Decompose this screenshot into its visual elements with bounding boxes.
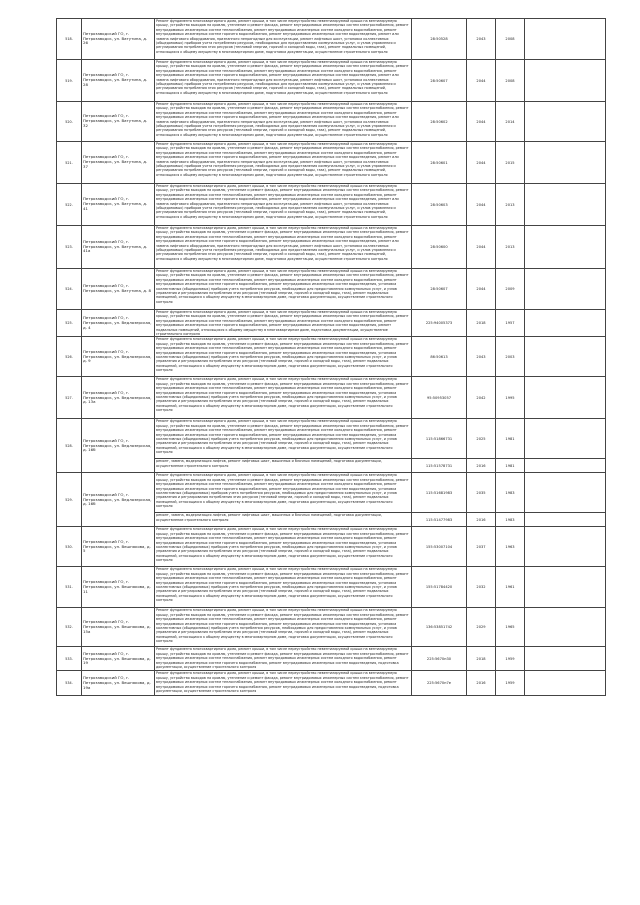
row-number: 528. (57, 419, 82, 473)
planned-year-cell: 2044 (467, 102, 496, 142)
cost-cell: 28:50603 (412, 184, 467, 226)
build-year-cell: 2015 (496, 142, 525, 184)
work-description-cell: Ремонт фундамента многоквартирного дома, ремонт крыши, в том числе переустройство невентилируемой крыши на вентилируемую крышу, устройство выходов на кровлю, утепление и ремонт фасада, ремонт внутридомовых инженерных систем электроснабжения, ремонт внутридомовых инженерных систем теплоснабжения, ремонт внутридомовых инженерных систем холодного водоснабжения, ремонт внутридомовых инженерных систем горячего водоснабжения, ремонт внутридомовых инженерных систем водоотведения, ремонт или замена лифтового оборудования, признанного непригодным для эксплуатации, ремонт лифтовых шахт, установка коллективных (общедомовых) приборов учета потребления ресурсов, необходимых для предоставления коммунальных услуг, и узлов управления и регулирования потребления этих ресурсов (тепловой энергии, горячей и холодной воды, газа), ремонт подвальных помещений, относящихся к общему имуществу в многоквартирном доме, подготовка документации, осуществление строительного контроля (155, 142, 412, 184)
empty-cell (525, 337, 606, 377)
planned-year-cell: 2044 (467, 269, 496, 310)
address-cell: Петрозаводский ГО, г. Петрозаводск, ул. Ватутина, д. 8 (82, 269, 155, 310)
table-row (57, 102, 606, 142)
address-cell: Петрозаводский ГО, г. Петрозаводск, ул. Ватутина, д. 37 (82, 142, 155, 184)
row-number: 532. (57, 608, 82, 647)
row-number: 519. (57, 60, 82, 102)
table-row (57, 226, 606, 269)
cost-cell: 225:5670п30 (412, 647, 467, 671)
table-row (57, 377, 606, 419)
planned-year-cell: 2044 (467, 226, 496, 269)
cost-cell: 115:51681983 (412, 473, 467, 513)
row-number: 522. (57, 184, 82, 226)
cost-cell: 28:50602 (412, 102, 467, 142)
work-description-cell: Ремонт фундамента многоквартирного дома, ремонт крыши, в том числе переустройство невентилируемой крыши на вентилируемую крышу, устройство выходов на кровлю, утепление и ремонт фасада, ремонт внутридомовых инженерных систем электроснабжения, ремонт внутридомовых инженерных систем теплоснабжения, ремонт внутридомовых инженерных систем холодного водоснабжения, ремонт внутридомовых инженерных систем горячего водоснабжения, ремонт внутридомовых инженерных систем водоотведения, установка коллективных (общедомовых) приборов учета потребления ресурсов, необходимых для предоставления коммунальных услуг, и узлов управления и регулирования потребления этих ресурсов (тепловой энергии, горячей и холодной воды, газа), ремонт подвальных помещений, относящихся к общему имуществу в многоквартирном доме, подготовка документации, осуществление строительного контроля (155, 377, 412, 419)
work-description-cell: ремонт, замена, модернизация лифтов, ремонт лифтовых шахт, машинных и блочных помещений, подготовка документации, осуществление строительного контроля (155, 513, 412, 527)
table-row (57, 60, 606, 102)
table-row (57, 310, 606, 337)
empty-cell (525, 671, 606, 696)
row-number: 520. (57, 102, 82, 142)
empty-cell (525, 419, 606, 459)
address-cell: Петрозаводский ГО, г. Петрозаводск, ул. Ведлозерская, д. 16б (82, 419, 155, 473)
work-description-cell: Ремонт фундамента многоквартирного дома, ремонт крыши, в том числе переустройство невентилируемой крыши на вентилируемую крышу, устройство выходов на кровлю, утепление и ремонт фасада, ремонт внутридомовых инженерных систем электроснабжения, ремонт внутридомовых инженерных систем теплоснабжения, ремонт внутридомовых инженерных систем холодного водоснабжения, ремонт внутридомовых инженерных систем горячего водоснабжения, ремонт внутридомовых инженерных систем водоотведения, ремонт или замена лифтового оборудования, признанного непригодным для эксплуатации, ремонт лифтовых шахт, установка коллективных (общедомовых) приборов учета потребления ресурсов, необходимых для предоставления коммунальных услуг, и узлов управления и регулирования потребления этих ресурсов (тепловой энергии, горячей и холодной воды, газа), ремонт подвальных помещений, относящихся к общему имуществу в многоквартирном доме, подготовка документации, осуществление строительного контроля (155, 19, 412, 60)
address-cell: Петрозаводский ГО, г. Петрозаводск, ул. Вешнякова, д. 5 (82, 527, 155, 567)
table-row (57, 567, 606, 608)
build-year-cell: 1981 (496, 419, 525, 459)
build-year-cell: 1983 (496, 473, 525, 513)
planned-year-cell: 2016 (467, 513, 496, 527)
empty-cell (525, 19, 606, 60)
work-description-cell: ремонт, замена, модернизация лифтов, ремонт лифтовых шахт, машинных и блочных помещений, подготовка документации, осуществление строительного контроля (155, 459, 412, 473)
empty-cell (525, 459, 606, 473)
address-cell: Петрозаводский ГО, г. Петрозаводск, ул. Ватутина, д. 26 (82, 19, 155, 60)
build-year-cell: 2013 (496, 184, 525, 226)
build-year-cell: 1995 (496, 377, 525, 419)
table-row (57, 608, 606, 647)
work-description-cell: Ремонт фундамента многоквартирного дома, ремонт крыши, в том числе переустройство невентилируемой крыши на вентилируемую крышу, устройство выходов на кровлю, утепление и ремонт фасада, ремонт внутридомовых инженерных систем электроснабжения, ремонт внутридомовых инженерных систем теплоснабжения, ремонт внутридомовых инженерных систем холодного водоснабжения, ремонт внутридомовых инженерных систем горячего водоснабжения, ремонт внутридомовых инженерных систем водоотведения, подготовка документации, осуществление строительного контроля (155, 647, 412, 671)
row-number: 529. (57, 473, 82, 527)
address-cell: Петрозаводский ГО, г. Петрозаводск, ул. Ватутина, д. 41а (82, 226, 155, 269)
row-number: 527. (57, 377, 82, 419)
build-year-cell: 1983 (496, 513, 525, 527)
planned-year-cell: 2018 (467, 310, 496, 337)
cost-cell: 115:51866731 (412, 419, 467, 459)
cost-cell: 28:50528 (412, 19, 467, 60)
table-row (57, 647, 606, 671)
work-description-cell: Ремонт фундамента многоквартирного дома, ремонт крыши, в том числе переустройство невентилируемой крыши на вентилируемую крышу, устройство выходов на кровлю, утепление и ремонт фасада, ремонт внутридомовых инженерных систем электроснабжения, ремонт внутридомовых инженерных систем теплоснабжения, ремонт внутридомовых инженерных систем холодного водоснабжения, ремонт внутридомовых инженерных систем горячего водоснабжения, ремонт внутридомовых инженерных систем водоотведения, ремонт или замена лифтового оборудования, признанного непригодным для эксплуатации, ремонт лифтовых шахт, установка коллективных (общедомовых) приборов учета потребления ресурсов, необходимых для предоставления коммунальных услуг, и узлов управления и регулирования потребления этих ресурсов (тепловой энергии, горячей и холодной воды, газа), ремонт подвальных помещений, относящихся к общему имуществу в многоквартирном доме, подготовка документации, осуществление строительного контроля (155, 102, 412, 142)
table-body (57, 19, 606, 696)
cost-cell: 115:51578731 (412, 459, 467, 473)
address-cell: Петрозаводский ГО, г. Петрозаводск, ул. Ведлозерская, д. 4 (82, 310, 155, 337)
row-number: 530. (57, 527, 82, 567)
work-description-cell: Ремонт фундамента многоквартирного дома, ремонт крыши, в том числе переустройство невентилируемой крыши на вентилируемую крышу, устройство выходов на кровлю, утепление и ремонт фасада, ремонт внутридомовых инженерных систем электроснабжения, ремонт внутридомовых инженерных систем теплоснабжения, ремонт внутридомовых инженерных систем холодного водоснабжения, ремонт внутридомовых инженерных систем горячего водоснабжения, ремонт внутридомовых инженерных систем водоотведения, установка коллективных (общедомовых) приборов учета потребления ресурсов, необходимых для предоставления коммунальных услуг, и узлов управления и регулирования потребления этих ресурсов (тепловой энергии, горячей и холодной воды, газа), ремонт подвальных помещений, относящихся к общему имуществу в многоквартирном доме, подготовка документации, осуществление строительного контроля (155, 337, 412, 377)
planned-year-cell: 2044 (467, 60, 496, 102)
cost-cell: 115:51477983 (412, 513, 467, 527)
empty-cell (525, 567, 606, 608)
planned-year-cell: 2035 (467, 473, 496, 513)
table-row (57, 527, 606, 567)
build-year-cell: 1959 (496, 671, 525, 696)
cost-cell: 28:50601 (412, 142, 467, 184)
empty-cell (525, 473, 606, 513)
empty-cell (525, 60, 606, 102)
row-number: 526. (57, 337, 82, 377)
row-number: 534. (57, 671, 82, 696)
planned-year-cell: 2018 (467, 647, 496, 671)
address-cell: Петрозаводский ГО, г. Петрозаводск, ул. Ватутина, д. 41 (82, 184, 155, 226)
planned-year-cell: 2042 (467, 377, 496, 419)
address-cell: Петрозаводский ГО, г. Петрозаводск, ул. Ватутина, д. 28 (82, 60, 155, 102)
address-cell: Петрозаводский ГО, г. Петрозаводск, ул. Вешнякова, д. 19 (82, 647, 155, 671)
cost-cell: 136:53851742 (412, 608, 467, 647)
table-row (57, 671, 606, 696)
build-year-cell: 2008 (496, 60, 525, 102)
work-description-cell: Ремонт фундамента многоквартирного дома, ремонт крыши, в том числе переустройство невентилируемой крыши на вентилируемую крышу, устройство выходов на кровлю, утепление и ремонт фасада, ремонт внутридомовых инженерных систем электроснабжения, ремонт внутридомовых инженерных систем теплоснабжения, ремонт внутридомовых инженерных систем холодного водоснабжения, ремонт внутридомовых инженерных систем горячего водоснабжения, ремонт внутридомовых инженерных систем водоотведения, ремонт или замена лифтового оборудования, признанного непригодным для эксплуатации, ремонт лифтовых шахт, установка коллективных (общедомовых) приборов учета потребления ресурсов, необходимых для предоставления коммунальных услуг, и узлов управления и регулирования потребления этих ресурсов (тепловой энергии, горячей и холодной воды, газа), ремонт подвальных помещений, относящихся к общему имуществу в многоквартирном доме, подготовка документации, осуществление строительного контроля (155, 226, 412, 269)
row-number: 521. (57, 142, 82, 184)
table-row (57, 473, 606, 513)
empty-cell (525, 310, 606, 337)
address-cell: Петрозаводский ГО, г. Петрозаводск, ул. Ведлозерская, д. 16б (82, 473, 155, 527)
planned-year-cell: 2016 (467, 671, 496, 696)
build-year-cell: 2003 (496, 337, 525, 377)
row-number: 531. (57, 567, 82, 608)
table-row (57, 142, 606, 184)
cost-cell: 28:50600 (412, 226, 467, 269)
capital-repair-table (56, 18, 606, 696)
cost-cell: 225:94005373 (412, 310, 467, 337)
empty-cell (525, 647, 606, 671)
work-description-cell: Ремонт фундамента многоквартирного дома, ремонт крыши, в том числе переустройство невентилируемой крыши на вентилируемую крышу, устройство выходов на кровлю, утепление и ремонт фасада, ремонт внутридомовых инженерных систем электроснабжения, ремонт внутридомовых инженерных систем теплоснабжения, ремонт внутридомовых инженерных систем холодного водоснабжения, ремонт внутридомовых инженерных систем горячего водоснабжения, ремонт внутридомовых инженерных систем водоотведения, установка коллективных (общедомовых) приборов учета потребления ресурсов, необходимых для предоставления коммунальных услуг, и узлов управления и регулирования потребления этих ресурсов (тепловой энергии, горячей и холодной воды, газа), ремонт подвальных помещений, относящихся к общему имуществу в многоквартирном доме, подготовка документации, осуществление строительного контроля (155, 473, 412, 513)
empty-cell (525, 184, 606, 226)
work-description-cell: Ремонт фундамента многоквартирного дома, ремонт крыши, в том числе переустройство невентилируемой крыши на вентилируемую крышу, устройство выходов на кровлю, утепление и ремонт фасада, ремонт внутридомовых инженерных систем электроснабжения, ремонт внутридомовых инженерных систем теплоснабжения, ремонт внутридомовых инженерных систем холодного водоснабжения, ремонт внутридомовых инженерных систем горячего водоснабжения, ремонт внутридомовых инженерных систем водоотведения, установка коллективных (общедомовых) приборов учета потребления ресурсов, необходимых для предоставления коммунальных услуг, и узлов управления и регулирования потребления этих ресурсов (тепловой энергии, горячей и холодной воды, газа), ремонт подвальных помещений, относящихся к общему имуществу в многоквартирном доме, подготовка документации, осуществление строительного контроля (155, 419, 412, 459)
address-cell: Петрозаводский ГО, г. Петрозаводск, ул. Ведлозерская, д. 9 (82, 337, 155, 377)
work-description-cell: Ремонт фундамента многоквартирного дома, ремонт крыши, в том числе переустройство невентилируемой крыши на вентилируемую крышу, устройство выходов на кровлю, утепление и ремонт фасада, ремонт внутридомовых инженерных систем электроснабжения, ремонт внутридомовых инженерных систем теплоснабжения, ремонт внутридомовых инженерных систем холодного водоснабжения, ремонт внутридомовых инженерных систем горячего водоснабжения, ремонт внутридомовых инженерных систем водоотведения, установка коллективных (общедомовых) приборов учета потребления ресурсов, необходимых для предоставления коммунальных услуг, и узлов управления и регулирования потребления этих ресурсов (тепловой энергии, горячей и холодной воды, газа), ремонт подвальных помещений, относящихся к общему имуществу в многоквартирном доме, подготовка документации, осуществление строительного контроля (155, 567, 412, 608)
table-row (57, 337, 606, 377)
build-year-cell: 1959 (496, 647, 525, 671)
empty-cell (525, 226, 606, 269)
empty-cell (525, 102, 606, 142)
empty-cell (525, 608, 606, 647)
address-cell: Петрозаводский ГО, г. Петрозаводск, ул. Вешнякова, д. 11 (82, 567, 155, 608)
cost-cell: 28:50607 (412, 269, 467, 310)
cost-cell: 225:5670п7е (412, 671, 467, 696)
work-description-cell: Ремонт фундамента многоквартирного дома, ремонт крыши, в том числе переустройство невентилируемой крыши на вентилируемую крышу, устройство выходов на кровлю, утепление и ремонт фасада, ремонт внутридомовых инженерных систем электроснабжения, ремонт внутридомовых инженерных систем теплоснабжения, ремонт внутридомовых инженерных систем холодного водоснабжения, ремонт внутридомовых инженерных систем горячего водоснабжения, ремонт внутридомовых инженерных систем водоотведения, установка коллективных (общедомовых) приборов учета потребления ресурсов, необходимых для предоставления коммунальных услуг, и узлов управления и регулирования потребления этих ресурсов (тепловой энергии, горячей и холодной воды, газа), ремонт подвальных помещений, относящихся к общему имуществу в многоквартирном доме, подготовка документации, осуществление строительного контроля (155, 527, 412, 567)
work-description-cell: Ремонт фундамента многоквартирного дома, ремонт крыши, в том числе переустройство невентилируемой крыши на вентилируемую крышу, устройство выходов на кровлю, утепление и ремонт фасада, ремонт внутридомовых инженерных систем электроснабжения, ремонт внутридомовых инженерных систем теплоснабжения, ремонт внутридомовых инженерных систем холодного водоснабжения, ремонт внутридомовых инженерных систем горячего водоснабжения, ремонт внутридомовых инженерных систем водоотведения, подготовка документации, осуществление строительного контроля (155, 671, 412, 696)
row-number: 533. (57, 647, 82, 671)
build-year-cell: 1961 (496, 567, 525, 608)
cost-cell: 86:50613 (412, 337, 467, 377)
work-description-cell: Ремонт фундамента многоквартирного дома, ремонт крыши, в том числе переустройство невентилируемой крыши на вентилируемую крышу, устройство выходов на кровлю, утепление и ремонт фасада, ремонт внутридомовых инженерных систем электроснабжения, ремонт внутридомовых инженерных систем теплоснабжения, ремонт внутридомовых инженерных систем холодного водоснабжения, ремонт внутридомовых инженерных систем горячего водоснабжения, ремонт внутридомовых инженерных систем водоотведения, установка коллективных (общедомовых) приборов учета потребления ресурсов, необходимых для предоставления коммунальных услуг, и узлов управления и регулирования потребления этих ресурсов (тепловой энергии, горячей и холодной воды, газа), ремонт подвальных помещений, относящихся к общему имуществу в многоквартирном доме, подготовка документации, осуществление строительного контроля (155, 608, 412, 647)
build-year-cell: 2013 (496, 226, 525, 269)
table-row (57, 19, 606, 60)
work-description-cell: Ремонт фундамента многоквартирного дома, ремонт крыши, в том числе переустройство невентилируемой крыши на вентилируемую крышу, устройство выходов на кровлю, утепление и ремонт фасада, ремонт внутридомовых инженерных систем электроснабжения, ремонт внутридомовых инженерных систем теплоснабжения, ремонт внутридомовых инженерных систем холодного водоснабжения, ремонт внутридомовых инженерных систем горячего водоснабжения, ремонт внутридомовых инженерных систем водоотведения, ремонт подвальных помещений, относящихся к общему имуществу в многоквартирном доме, подготовка документации, осуществление строительного контроля (155, 310, 412, 337)
address-cell: Петрозаводский ГО, г. Петрозаводск, ул. Вешнякова, д. 19а (82, 671, 155, 696)
build-year-cell: 1957 (496, 310, 525, 337)
work-description-cell: Ремонт фундамента многоквартирного дома, ремонт крыши, в том числе переустройство невентилируемой крыши на вентилируемую крышу, устройство выходов на кровлю, утепление и ремонт фасада, ремонт внутридомовых инженерных систем электроснабжения, ремонт внутридомовых инженерных систем теплоснабжения, ремонт внутридомовых инженерных систем холодного водоснабжения, ремонт внутридомовых инженерных систем горячего водоснабжения, ремонт внутридомовых инженерных систем водоотведения, установка коллективных (общедомовых) приборов учета потребления ресурсов, необходимых для предоставления коммунальных услуг, и узлов управления и регулирования потребления этих ресурсов (тепловой энергии, горячей и холодной воды, газа), ремонт подвальных помещений, относящихся к общему имуществу в многоквартирном доме, подготовка документации, осуществление строительного контроля (155, 269, 412, 310)
table-row (57, 419, 606, 459)
build-year-cell: 1981 (496, 459, 525, 473)
planned-year-cell: 2029 (467, 608, 496, 647)
empty-cell (525, 527, 606, 567)
build-year-cell: 2008 (496, 19, 525, 60)
table-row (57, 184, 606, 226)
work-description-cell: Ремонт фундамента многоквартирного дома, ремонт крыши, в том числе переустройство невентилируемой крыши на вентилируемую крышу, устройство выходов на кровлю, утепление и ремонт фасада, ремонт внутридомовых инженерных систем электроснабжения, ремонт внутридомовых инженерных систем теплоснабжения, ремонт внутридомовых инженерных систем холодного водоснабжения, ремонт внутридомовых инженерных систем горячего водоснабжения, ремонт внутридомовых инженерных систем водоотведения, ремонт или замена лифтового оборудования, признанного непригодным для эксплуатации, ремонт лифтовых шахт, установка коллективных (общедомовых) приборов учета потребления ресурсов, необходимых для предоставления коммунальных услуг, и узлов управления и регулирования потребления этих ресурсов (тепловой энергии, горячей и холодной воды, газа), ремонт подвальных помещений, относящихся к общему имуществу в многоквартирном доме, подготовка документации, осуществление строительного контроля (155, 60, 412, 102)
table-row (57, 269, 606, 310)
cost-cell: 155:51784420 (412, 567, 467, 608)
planned-year-cell: 2032 (467, 567, 496, 608)
work-description-cell: Ремонт фундамента многоквартирного дома, ремонт крыши, в том числе переустройство невентилируемой крыши на вентилируемую крышу, устройство выходов на кровлю, утепление и ремонт фасада, ремонт внутридомовых инженерных систем электроснабжения, ремонт внутридомовых инженерных систем теплоснабжения, ремонт внутридомовых инженерных систем холодного водоснабжения, ремонт внутридомовых инженерных систем горячего водоснабжения, ремонт внутридомовых инженерных систем водоотведения, ремонт или замена лифтового оборудования, признанного непригодным для эксплуатации, ремонт лифтовых шахт, установка коллективных (общедомовых) приборов учета потребления ресурсов, необходимых для предоставления коммунальных услуг, и узлов управления и регулирования потребления этих ресурсов (тепловой энергии, горячей и холодной воды, газа), ремонт подвальных помещений, относящихся к общему имуществу в многоквартирном доме, подготовка документации, осуществление строительного контроля (155, 184, 412, 226)
planned-year-cell: 2044 (467, 184, 496, 226)
planned-year-cell: 2043 (467, 337, 496, 377)
cost-cell: 95:50953057 (412, 377, 467, 419)
planned-year-cell: 2044 (467, 142, 496, 184)
address-cell: Петрозаводский ГО, г. Петрозаводск, ул. Ведлозерская, д. 13а (82, 377, 155, 419)
build-year-cell: 1965 (496, 608, 525, 647)
empty-cell (525, 269, 606, 310)
row-number: 524. (57, 269, 82, 310)
row-number: 518. (57, 19, 82, 60)
build-year-cell: 1963 (496, 527, 525, 567)
empty-cell (525, 513, 606, 527)
planned-year-cell: 2025 (467, 419, 496, 459)
row-number: 523. (57, 226, 82, 269)
planned-year-cell: 2043 (467, 19, 496, 60)
cost-cell: 28:50607 (412, 60, 467, 102)
row-number: 525. (57, 310, 82, 337)
planned-year-cell: 2037 (467, 527, 496, 567)
address-cell: Петрозаводский ГО, г. Петрозаводск, ул. Вешнякова, д. 15а (82, 608, 155, 647)
build-year-cell: 2009 (496, 269, 525, 310)
address-cell: Петрозаводский ГО, г. Петрозаводск, ул. Ватутина, д. 32 (82, 102, 155, 142)
empty-cell (525, 142, 606, 184)
empty-cell (525, 377, 606, 419)
planned-year-cell: 2016 (467, 459, 496, 473)
cost-cell: 155:53007104 (412, 527, 467, 567)
build-year-cell: 2014 (496, 102, 525, 142)
